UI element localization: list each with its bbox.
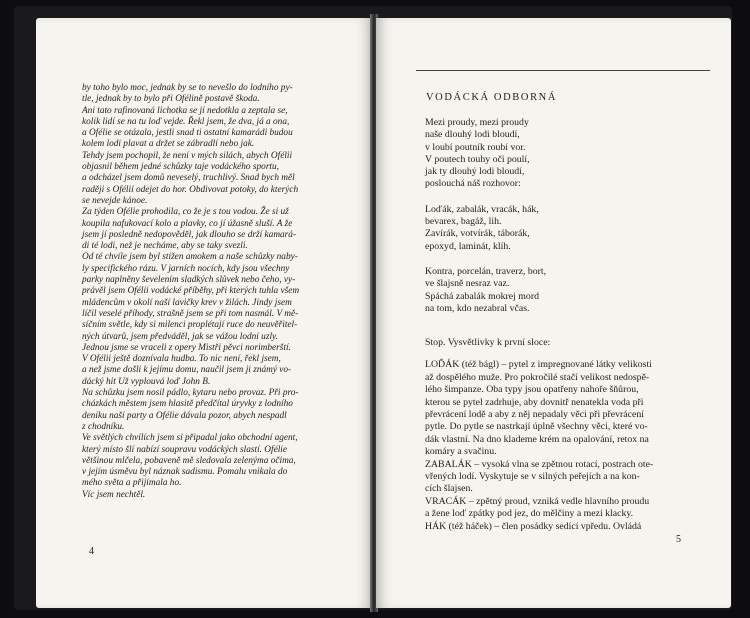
text-line: by toho bylo moc, jednak by se to nevešlo do lodního py- <box>82 83 293 93</box>
text-line: dák vlastní. Na dno klademe krém na opalování, retox na <box>425 433 649 445</box>
poem-line: Zavírák, votvírák, táborák, <box>425 228 530 240</box>
text-line: VRACÁK – zpětný proud, vzniká vedle hlavního proudu <box>425 495 650 507</box>
poem-stanza <box>425 204 546 253</box>
text-line: a než jsme došli k jejímu domu, naučil jsem ji známý vo- <box>82 365 292 376</box>
text-line: a Ofélie se otázala, jestli snad ti ostatní kamarádi budou <box>82 128 293 139</box>
text-line: cházkách městem jsem hlasitě předčítal úryvky z lodního <box>82 399 293 410</box>
text-line: lého šimpanze. Oba typy jsou opatřeny nahoře šňůrou, <box>425 384 639 396</box>
text-line: ly specifického rázu. V jarních nocích, kdy jsou všechny <box>82 263 290 274</box>
poem-line: Mezi proudy, mezi proudy <box>425 117 529 128</box>
text-line: dácký hit Už vyplouvá loď John B. <box>82 376 211 387</box>
poem-line: Spáchá zabalák mokrej mord <box>425 290 539 302</box>
text-line: líčil veselé příhody, strašně jsem se při tom nasmál. V mě- <box>82 308 299 319</box>
right-page <box>376 18 731 608</box>
text-line: di té lodi, než je necháme, aby se taky svezli. <box>82 241 248 252</box>
text-line: tle, jednak by to bylo při Ofélině postavě škoda. <box>82 94 260 105</box>
poem-line: Kontra, porcelán, traverz, bort, <box>425 265 547 277</box>
text-line: který místo šlí nabízí soupravu vodáckých slastí. Ofélie <box>82 444 288 455</box>
text-line: z chodníku. <box>82 421 125 432</box>
text-line: V Ofélii ještě doznívala hudba. To nic není, řekl jsem, <box>82 354 281 365</box>
poem <box>425 117 546 328</box>
text-line: síčním světle, kdy si milenci proplétají ruce do neuvěřitel- <box>82 320 298 331</box>
left-page-text <box>82 83 372 501</box>
poem-line: Loďák, zabalák, vracák, hák, <box>425 203 539 215</box>
text-line: převrácení lodě a aby z něj nepadaly věci při převrácení <box>425 409 644 421</box>
text-line: parky naplněny ševelením sladkých slůvek nebo čeho, vy- <box>82 275 296 286</box>
text-line: vřených lodí. Vyskytuje se v silných peřejích a na kon- <box>425 471 640 483</box>
text-line: a žene loď zpátky pod jez, do mělčiny a mezi klacky. <box>425 508 634 520</box>
header-rule <box>416 70 710 71</box>
text-line: mládencům v okolí naší lavičky krev v žilách. Jindy jsem <box>82 297 292 308</box>
poem-stanza <box>425 266 546 315</box>
left-page <box>36 18 372 608</box>
text-line: Od té chvíle jsem byl stižen amokem a naše schůzky naby- <box>82 252 298 263</box>
text-line: koupila nafukovací kolo a plavky, co jí úžasně sluší. A že <box>82 218 293 229</box>
text-line: LOĎÁK (též bágl) – pytel z impregnované látky velikosti <box>425 359 652 371</box>
chapter-heading: VODÁCKÁ ODBORNÁ <box>426 92 558 103</box>
text-line: a odcházel jsem domů neveselý, truchlivý. Snad bych měl <box>82 173 295 184</box>
text-line: cích šlajsen. <box>425 483 473 495</box>
poem-line: v loubí poutník roubí vor. <box>425 141 526 153</box>
text-line: Víc jsem nechtěl. <box>82 489 146 500</box>
right-page-number: 5 <box>676 534 681 545</box>
text-line: právěl jsem Ofélii vodácké příběhy, při kterých tuhla všem <box>82 286 300 297</box>
poem-line: naše dlouhý lodi bloudí, <box>425 129 520 141</box>
text-line: mého světa a přijímala ho. <box>82 478 182 489</box>
text-line: pytle. Do pytle se nastrkají úplně všechny věci, které vo- <box>425 421 648 433</box>
text-line: Ve světlých chvílích jsem si připadal jako obchodní agent, <box>82 433 298 444</box>
text-line: ZABALÁK – vysoká vlna se zpětnou rotací, postrach ote- <box>425 458 654 470</box>
text-line: Jednou jsme se vraceli z opery Mistři pěvci norimberští. <box>82 342 291 353</box>
text-line: objasnil během jedné schůzky taje vodáckého sportu, <box>82 162 279 173</box>
text-line: Za týden Ofélie prohodila, co že je s tou vodou. Že si už <box>82 207 289 218</box>
right-page-text <box>425 337 723 533</box>
text-line: kterou se pytel zadrhuje, aby dovnitř nenatekla voda při <box>425 396 644 408</box>
poem-line: poslouchá náš rozhovor: <box>425 178 521 190</box>
text-line: HÁK (též háček) – člen posádky sedící vpředu. Ovládá <box>425 520 642 532</box>
text-line: Ani tato rafinovaná lichotka se jí nedotkla a zeptala se, <box>82 105 288 116</box>
poem-stanza <box>425 117 546 191</box>
poem-line: na tom, kdo nezabral včas. <box>425 302 530 314</box>
text-line: komáry a svačinu. <box>425 446 497 458</box>
left-page-number: 4 <box>89 546 94 557</box>
text-line: až dospělého muže. Pro pokročilé stačí velikost nedospě- <box>425 371 650 383</box>
book-spread <box>14 6 732 610</box>
poem-line: V poutech touhy oči poulí, <box>425 153 530 165</box>
text-line: raději s Ofélií odejet do hor. Obdivovat potoky, do kterých <box>82 184 299 195</box>
text-line: Na schůzku jsem nosil pádlo, kytaru nebo provaz. Při pro- <box>82 388 299 399</box>
text-line: ných útvarů, jsem předváděl, jak se vážou lodní uzly. <box>82 331 278 342</box>
text-line: v jejím úsměvu byl náznak sadismu. Pomalu vnikala do <box>82 467 288 478</box>
poem-line: jak ty dlouhý lodi bloudí, <box>425 166 525 178</box>
poem-line: bevarex, bagáž, lih. <box>425 216 502 228</box>
text-line: deníku naší party a Ofélie dávala pozor, abych nespadl <box>82 410 287 421</box>
text-line: kolik lidí se na tu loď vejde. Řekl jsem, že dva, já a ona, <box>82 116 290 127</box>
text-line: se nevejde kánoe. <box>82 195 148 206</box>
poem-line: epoxyd, laminát, klíh. <box>425 240 511 252</box>
explanation-intro: Stop. Vysvětlivky k první sloce: <box>425 337 551 348</box>
text-line: Tehdy jsem pochopil, že není v mých silách, abych Ofélii <box>82 150 293 161</box>
text-line: většinou mlčela, pobaveně mě sledovala zelenýma očima, <box>82 455 296 466</box>
text-line: jsem jí posledně nedopověděl, jak dlouho se drží kamará- <box>82 229 297 240</box>
text-line: kolem lodi plavat a držet se zábradlí nebo jak. <box>82 139 255 150</box>
poem-line: ve šlajsně nesraz vaz. <box>425 278 510 290</box>
